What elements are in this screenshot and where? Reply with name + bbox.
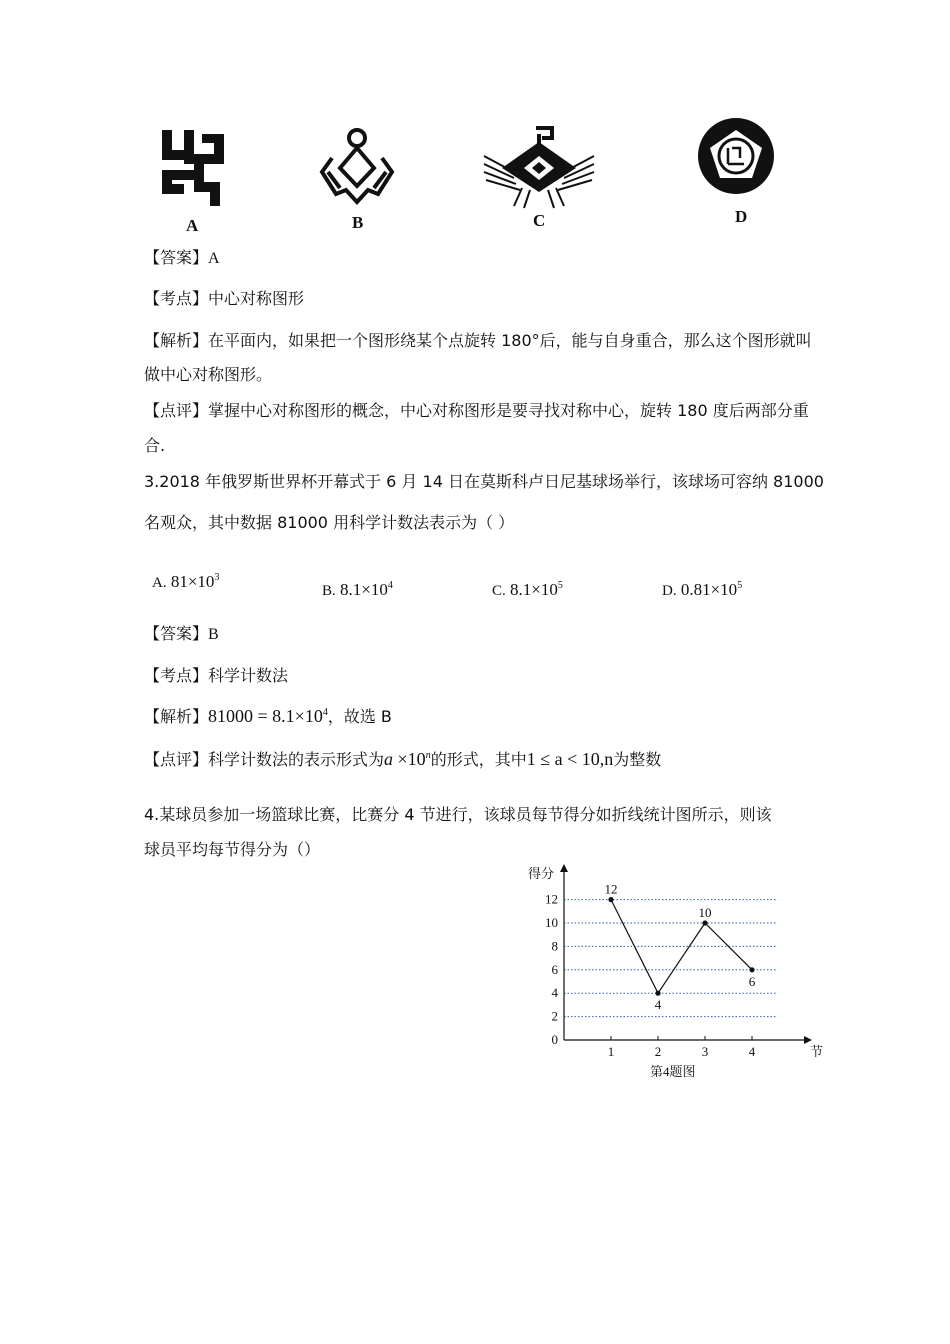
analysis-text: 在平面内，如果把一个图形绕某个点旋转 180°后，能与自身重合，那么这个图形就叫 — [208, 331, 812, 350]
option-label: B. — [322, 583, 336, 599]
y-tick-label-10: 10 — [545, 915, 558, 930]
option-base: 8.1×10 — [510, 580, 558, 599]
line-chart — [520, 860, 824, 1085]
symbol-b-figure — [322, 130, 392, 202]
figure-label-d: D — [735, 207, 748, 226]
y-tick-label-2: 2 — [551, 1008, 558, 1024]
option-exponent: 5 — [557, 580, 563, 591]
symbol-d-figure — [698, 118, 774, 194]
data-label-2: 4 — [654, 997, 662, 1013]
answer-tag: 【答案】 — [144, 248, 209, 267]
figure-label-b: B — [352, 213, 364, 232]
q3-analysis-line — [144, 706, 392, 727]
symbol-a-figure — [162, 130, 224, 206]
x-tick-label-3: 3 — [701, 1044, 709, 1059]
x-axis-arrow — [804, 1036, 812, 1044]
comment-pre: 科学计数法的表示形式为 — [208, 750, 385, 769]
q3-question-line-1: 3.2018 年俄罗斯世界杯开幕式于 6 月 14 日在莫斯科卢日尼基球场举行，该球场可容纳 81000 — [144, 472, 824, 491]
comment-tag: 【点评】 — [144, 750, 209, 769]
q3-topic-line — [144, 666, 288, 686]
q4-question-line-1: 4.某球员参加一场篮球比赛，比赛分 4 节进行，该球员每节得分如折线统计图所示，则该 — [144, 805, 772, 824]
q3-comment-line — [144, 749, 661, 770]
q2-analysis-line-1 — [144, 331, 812, 351]
option-exponent: 5 — [737, 580, 743, 591]
q2-comment-line-1 — [144, 401, 809, 421]
comment-end: 为整数 — [613, 750, 662, 769]
topic-tag: 【考点】 — [144, 289, 209, 308]
figure-label-a: A — [186, 216, 199, 235]
data-point-1 — [608, 897, 613, 902]
q2-analysis-line-2: 做中心对称图形。 — [144, 365, 273, 384]
data-label-3: 10 — [698, 905, 712, 920]
y-tick-label-4: 4 — [551, 985, 558, 1001]
data-label-4: 6 — [748, 973, 756, 989]
data-point-3 — [702, 920, 707, 925]
analysis-exponent: 4 — [322, 707, 328, 718]
tick-layer — [545, 892, 756, 1059]
option-exponent: 4 — [387, 580, 393, 591]
series-layer — [605, 882, 756, 1013]
analysis-expression: 81000 = 8.1×10 — [208, 706, 323, 726]
analysis-tail: ，故选 B — [327, 707, 392, 726]
q3-answer-line — [144, 624, 219, 645]
option-label: A. — [152, 575, 167, 591]
comment-inequality: 1 ≤ a < 10,n — [526, 749, 614, 769]
x-tick-label-2: 2 — [654, 1044, 662, 1059]
x-axis-label: 节 — [810, 1044, 824, 1059]
y-axis-arrow — [560, 864, 568, 872]
y-tick-label-12: 12 — [545, 891, 558, 907]
option-label: C. — [492, 583, 506, 599]
q2-answer-line — [144, 248, 220, 269]
y-tick-label-0: 0 — [551, 1032, 558, 1047]
answer-value: A — [208, 250, 220, 267]
topic-value: 科学计数法 — [208, 666, 289, 685]
analysis-tag: 【解析】 — [144, 707, 209, 726]
topic-tag: 【考点】 — [144, 666, 209, 685]
option-base: 81×10 — [170, 572, 215, 591]
q3-option-d — [662, 580, 742, 600]
option-base: 0.81×10 — [680, 580, 738, 599]
topic-value: 中心对称图形 — [208, 289, 305, 308]
series-line — [611, 900, 752, 994]
data-point-4 — [749, 967, 754, 972]
answer-tag: 【答案】 — [144, 624, 209, 643]
chart-title: 第4题图 — [650, 1064, 696, 1079]
q3-option-b — [322, 580, 393, 600]
q3-option-a — [152, 572, 219, 592]
figure-label-c: C — [533, 211, 546, 230]
option-exponent: 3 — [214, 572, 220, 583]
grid-layer — [564, 900, 776, 1017]
y-axis-label: 得分 — [528, 866, 555, 881]
comment-variable-a: a — [384, 749, 394, 769]
q4-question-line-2: 球员平均每节得分为（） — [144, 840, 321, 859]
answer-value: B — [208, 626, 219, 643]
data-label-1: 12 — [604, 881, 618, 897]
x-tick-label-4: 4 — [748, 1044, 756, 1059]
figure-row — [150, 112, 810, 242]
q2-topic-line — [144, 289, 304, 309]
option-label: D. — [662, 583, 677, 599]
comment-times: ×10 — [393, 749, 426, 769]
q3-question-line-2: 名观众，其中数据 81000 用科学计数法表示为（ ） — [144, 513, 515, 532]
comment-mid: 的形式，其中 — [430, 750, 527, 769]
option-base: 8.1×10 — [340, 580, 388, 599]
comment-tag: 【点评】 — [144, 401, 209, 420]
analysis-tag: 【解析】 — [144, 331, 209, 350]
comment-exponent-n: n — [425, 750, 431, 761]
comment-text: 掌握中心对称图形的概念，中心对称图形是要寻找对称中心，旋转 180 度后两部分重 — [208, 401, 809, 420]
y-tick-label-6: 6 — [551, 961, 558, 977]
q3-option-c — [492, 580, 563, 600]
q2-comment-line-2: 合. — [144, 436, 166, 455]
symbol-c-figure — [484, 128, 594, 208]
data-point-2 — [655, 991, 660, 996]
y-tick-label-8: 8 — [551, 938, 558, 954]
x-tick-label-1: 1 — [607, 1044, 615, 1059]
